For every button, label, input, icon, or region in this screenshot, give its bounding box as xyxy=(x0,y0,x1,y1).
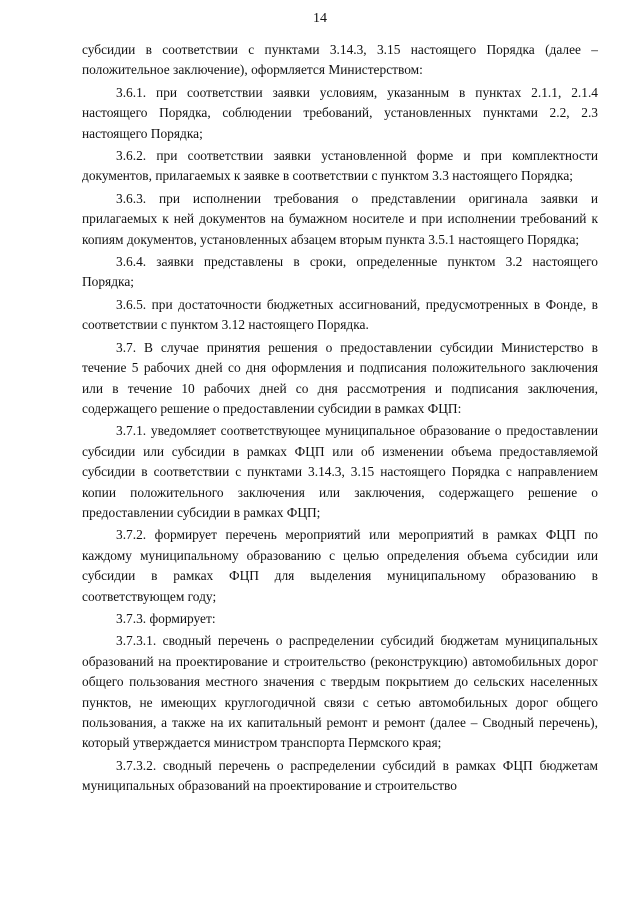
paragraph-3-7-3-1: 3.7.3.1. сводный перечень о распределении субсидий бюджетам муниципальных образований на проектирование и строительство (реконструкцию) автомобильных дорог общего пользования местного значения с твердым покрытием до сельских населенных пунктов, не имеющих круглогодичной связи с сетью автомобильных дорог общего пользования, а также на их капитальный ремонт и ремонт (далее – Сводный перечень), который утверждается министром транспорта Пермского края; xyxy=(82,633,598,751)
paragraph-continuation: субсидии в соответствии с пунктами 3.14.3, 3.15 настоящего Порядка (далее – положительное заключение), оформляется Министерством: xyxy=(82,42,598,78)
paragraph-3-6-3: 3.6.3. при исполнении требования о представлении оригинала заявки и прилагаемых к ней документов на бумажном носителе и при исполнении требований к копиям документов, установленных абзацем вторым пункта 3.5.1 настоящего Порядка; xyxy=(82,190,598,247)
paragraph-3-7-3-2: 3.7.3.2. сводный перечень о распределении субсидий в рамках ФЦП бюджетам муниципальных образований на проектирование и строительство xyxy=(82,757,598,794)
document-body xyxy=(82,40,598,799)
paragraph-3-7-1: 3.7.1. уведомляет соответствующее муниципальное образование о предоставлении субсидии или субсидии в рамках ФЦП или об изменении объема предоставляемой субсидии в соответствии с пунктами 3.14.3, 3.15 настоящего Порядка с направлением копии положительного заключения или заключения, содержащего решение о предоставлении субсидии в рамках ФЦП; xyxy=(82,423,598,520)
paragraph-3-7-2: 3.7.2. формирует перечень мероприятий или мероприятий в рамках ФЦП по каждому муниципальному образованию с целью определения объема субсидии или субсидии в рамках ФЦП для выделения муниципальному образованию в соответствующем году; xyxy=(82,527,598,604)
paragraph-3-6-5: 3.6.5. при достаточности бюджетных ассигнований, предусмотренных в Фонде, в соответствии с пунктом 3.12 настоящего Порядка. xyxy=(82,296,598,333)
paragraph-3-7-3: 3.7.3. формирует: xyxy=(116,610,216,626)
paragraph-3-6-4: 3.6.4. заявки представлены в сроки, определенные пунктом 3.2 настоящего Порядка; xyxy=(82,254,598,290)
page-number: 14 xyxy=(313,11,327,26)
paragraph-3-7: 3.7. В случае принятия решения о предоставлении субсидии Министерство в течение 5 рабочих дней со дня оформления и подписания положительного заключения или в течение 10 рабочих дней со дня рассмотрения и подписания заключения, содержащего решение о предоставлении субсидии в рамках ФЦП: xyxy=(82,339,598,416)
paragraph-3-6-2: 3.6.2. при соответствии заявки установленной форме и при комплектности документов, прилагаемых к заявке в соответствии с пунктом 3.3 настоящего Порядка; xyxy=(82,148,598,184)
paragraph-3-6-1: 3.6.1. при соответствии заявки условиям, указанным в пунктах 2.1.1, 2.1.4 настоящего Порядка, соблюдении требований, установленных пунктами 2.2, 2.3 настоящего Порядка; xyxy=(82,84,598,141)
